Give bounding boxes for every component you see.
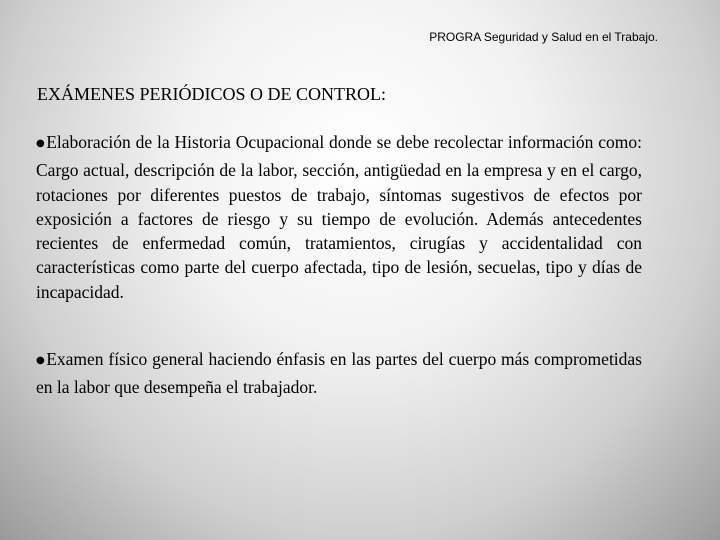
slide-header: PROGRA Seguridad y Salud en el Trabajo. [429,30,658,44]
bullet-item-historia-ocupacional [36,130,642,304]
bullet-text: Examen físico general haciendo énfasis en las partes del cuerpo más comprometidas en la labor que desempeña el trabajador. [36,349,642,398]
bullet-item-examen-fisico [36,347,642,400]
bullet-icon: ● [36,355,46,366]
slide-heading: EXÁMENES PERIÓDICOS O DE CONTROL: [37,84,387,104]
bullet-text: Elaboración de la Historia Ocupacional donde se debe recolectar información como: Cargo actual, descripción de la labor, sección, antigüedad en la empresa y en el cargo, rotaciones por diferentes puestos de trabajo, síntomas sugestivos de efectos por exposición a factores de riesgo y su tiempo de evolución. Además antecedentes recientes de enfermedad común, tratamientos, cirugías y accidentalidad con características como parte del cuerpo afectada, tipo de lesión, secuelas, tipo y días de incapacidad. [36,132,642,302]
bullet-icon: ● [36,138,46,149]
